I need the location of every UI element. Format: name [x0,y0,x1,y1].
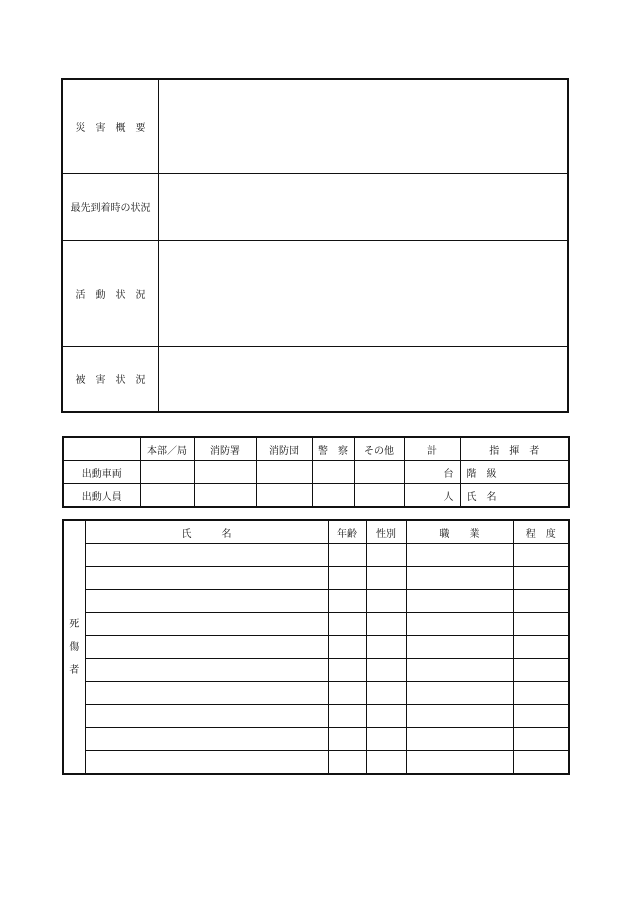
casualty-row [63,636,569,659]
casualties-table [62,519,570,775]
casualties-header-occupation: 職 業 [406,520,513,544]
casualty-row [63,544,569,567]
vehicles-other-field[interactable] [354,461,404,484]
casualties-header-sex: 性別 [366,520,406,544]
casualty-row [63,682,569,705]
dispatch-header-fire-brigade: 消防団 [256,437,312,461]
dispatch-row-label-vehicles: 出動車両 [63,461,140,484]
dispatch-header-other: その他 [354,437,404,461]
personnel-police-field[interactable] [312,484,354,508]
dispatch-header-police: 警 察 [312,437,354,461]
casualty-occupation-field[interactable] [406,728,513,751]
casualty-row [63,751,569,775]
casualty-age-field[interactable] [328,544,366,567]
summary-field-damage[interactable] [159,346,569,412]
casualty-name-field[interactable] [85,567,328,590]
casualty-sex-field[interactable] [366,659,406,682]
commander-name-label[interactable]: 氏 名 [460,484,569,508]
personnel-fire-station-field[interactable] [194,484,256,508]
personnel-hq-field[interactable] [140,484,194,508]
dispatch-header-fire-station: 消防署 [194,437,256,461]
casualties-header-name: 氏 名 [85,520,328,544]
casualty-sex-field[interactable] [366,728,406,751]
casualty-age-field[interactable] [328,613,366,636]
casualty-severity-field[interactable] [513,544,569,567]
dispatch-table [62,436,570,508]
casualty-age-field[interactable] [328,705,366,728]
casualty-row [63,728,569,751]
casualty-age-field[interactable] [328,567,366,590]
commander-rank-label[interactable]: 階 級 [460,461,569,484]
casualty-sex-field[interactable] [366,590,406,613]
casualty-row [63,613,569,636]
vehicles-fire-brigade-field[interactable] [256,461,312,484]
personnel-total-unit[interactable]: 人 [404,484,460,508]
casualty-name-field[interactable] [85,682,328,705]
casualty-sex-field[interactable] [366,705,406,728]
casualty-occupation-field[interactable] [406,613,513,636]
casualty-name-field[interactable] [85,705,328,728]
casualty-occupation-field[interactable] [406,636,513,659]
vehicles-total-unit[interactable]: 台 [404,461,460,484]
casualty-occupation-field[interactable] [406,590,513,613]
casualty-row [63,567,569,590]
summary-field-overview[interactable] [159,79,569,173]
vehicles-police-field[interactable] [312,461,354,484]
casualty-sex-field[interactable] [366,544,406,567]
disaster-summary-table [61,78,569,413]
casualty-severity-field[interactable] [513,613,569,636]
personnel-fire-brigade-field[interactable] [256,484,312,508]
casualty-age-field[interactable] [328,682,366,705]
personnel-other-field[interactable] [354,484,404,508]
casualty-occupation-field[interactable] [406,705,513,728]
casualty-severity-field[interactable] [513,636,569,659]
casualty-name-field[interactable] [85,728,328,751]
casualty-age-field[interactable] [328,590,366,613]
casualty-sex-field[interactable] [366,682,406,705]
summary-label-activity: 活 動 状 況 [62,240,159,346]
casualties-header-severity: 程 度 [513,520,569,544]
casualty-row [63,705,569,728]
casualty-name-field[interactable] [85,544,328,567]
casualty-severity-field[interactable] [513,682,569,705]
casualty-severity-field[interactable] [513,567,569,590]
casualty-occupation-field[interactable] [406,659,513,682]
casualty-sex-field[interactable] [366,751,406,775]
casualty-name-field[interactable] [85,613,328,636]
casualty-name-field[interactable] [85,659,328,682]
summary-label-damage: 被 害 状 況 [62,346,159,412]
summary-label-overview: 災 害 概 要 [62,79,159,173]
casualty-row [63,659,569,682]
dispatch-header-commander: 指 揮 者 [460,437,569,461]
casualties-side-text: 死傷者 [69,618,80,676]
vehicles-fire-station-field[interactable] [194,461,256,484]
dispatch-header-hq: 本部／局 [140,437,194,461]
casualty-age-field[interactable] [328,636,366,659]
casualties-side-label [63,520,85,774]
casualty-severity-field[interactable] [513,659,569,682]
casualty-occupation-field[interactable] [406,567,513,590]
summary-field-activity[interactable] [159,240,569,346]
casualty-age-field[interactable] [328,751,366,775]
casualty-occupation-field[interactable] [406,751,513,775]
summary-field-first-arrival[interactable] [159,173,569,240]
casualty-sex-field[interactable] [366,567,406,590]
casualty-severity-field[interactable] [513,728,569,751]
casualty-severity-field[interactable] [513,705,569,728]
summary-label-first-arrival: 最先到着時の状況 [62,173,159,240]
casualty-severity-field[interactable] [513,751,569,775]
casualty-name-field[interactable] [85,636,328,659]
casualty-occupation-field[interactable] [406,682,513,705]
casualty-age-field[interactable] [328,659,366,682]
casualty-name-field[interactable] [85,590,328,613]
casualty-severity-field[interactable] [513,590,569,613]
casualty-sex-field[interactable] [366,613,406,636]
dispatch-header-total: 計 [404,437,460,461]
casualties-header-age: 年齢 [328,520,366,544]
vehicles-hq-field[interactable] [140,461,194,484]
casualty-row [63,590,569,613]
casualty-sex-field[interactable] [366,636,406,659]
dispatch-corner-cell [63,437,140,461]
casualty-name-field[interactable] [85,751,328,775]
casualty-occupation-field[interactable] [406,544,513,567]
casualty-age-field[interactable] [328,728,366,751]
dispatch-row-label-personnel: 出動人員 [63,484,140,508]
